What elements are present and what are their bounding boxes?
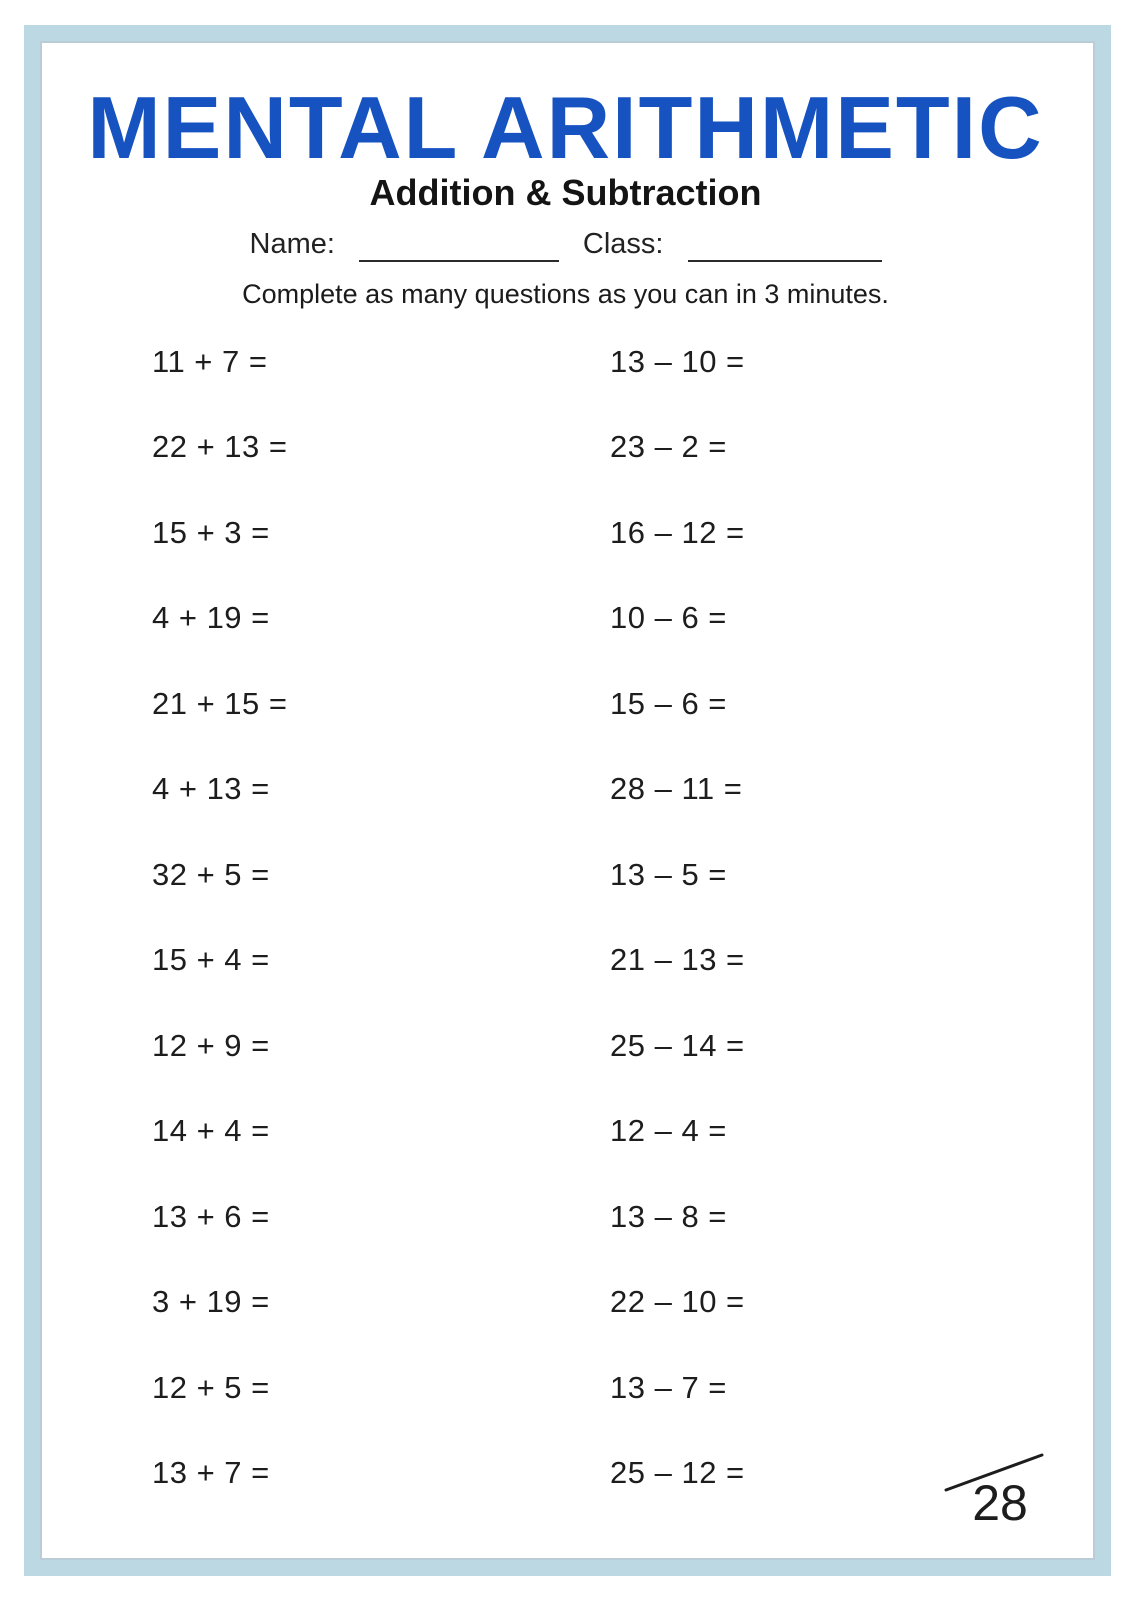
problem-row bbox=[152, 1345, 1091, 1431]
problem-left: 13 + 7 = bbox=[152, 1455, 270, 1491]
problem-right: 25 – 14 = bbox=[610, 1027, 745, 1063]
problem-row bbox=[152, 661, 1091, 747]
problem-row bbox=[152, 405, 1091, 491]
problem-left: 11 + 7 = bbox=[152, 343, 268, 379]
problem-right: 13 – 5 = bbox=[610, 856, 727, 892]
page-title: MENTAL ARITHMETIC bbox=[87, 78, 1044, 177]
problem-row bbox=[152, 1174, 1091, 1260]
problem-right: 23 – 2 = bbox=[610, 429, 727, 465]
problem-left: 21 + 15 = bbox=[152, 685, 288, 721]
problem-right: 13 – 8 = bbox=[610, 1198, 727, 1234]
problem-row bbox=[152, 490, 1091, 576]
class-label: Class: bbox=[582, 228, 664, 260]
problem-left: 15 + 3 = bbox=[152, 514, 270, 550]
page-subtitle: Addition & Subtraction bbox=[369, 172, 762, 213]
problem-right: 12 – 4 = bbox=[610, 1113, 727, 1149]
problem-row bbox=[152, 1260, 1091, 1346]
problem-right: 16 – 12 = bbox=[610, 514, 745, 550]
name-class-row bbox=[0, 226, 1131, 262]
problem-left: 12 + 9 = bbox=[152, 1027, 270, 1063]
class-blank-field[interactable] bbox=[688, 226, 882, 262]
problem-left: 32 + 5 = bbox=[152, 856, 270, 892]
name-label: Name: bbox=[249, 228, 335, 260]
name-blank-field[interactable] bbox=[359, 226, 559, 262]
problem-right: 28 – 11 = bbox=[610, 771, 743, 807]
problem-left: 12 + 5 = bbox=[152, 1369, 270, 1405]
problem-left: 4 + 19 = bbox=[152, 600, 270, 636]
problem-left: 14 + 4 = bbox=[152, 1113, 270, 1149]
page-number-block bbox=[938, 1438, 1054, 1530]
problem-right: 10 – 6 = bbox=[610, 600, 727, 636]
problem-row bbox=[152, 576, 1091, 662]
problem-left: 3 + 19 = bbox=[152, 1284, 270, 1320]
problems-grid bbox=[152, 319, 1091, 1516]
problem-left: 13 + 6 = bbox=[152, 1198, 270, 1234]
instruction-text: Complete as many questions as you can in 3 minutes. bbox=[242, 279, 889, 309]
problem-row bbox=[152, 1089, 1091, 1175]
problem-row bbox=[152, 1003, 1091, 1089]
problem-right: 25 – 12 = bbox=[610, 1455, 745, 1491]
problem-right: 22 – 10 = bbox=[610, 1284, 745, 1320]
problem-row bbox=[152, 747, 1091, 833]
problem-left: 22 + 13 = bbox=[152, 429, 288, 465]
page-number-text: 28 bbox=[972, 1475, 1028, 1530]
problem-right: 13 – 10 = bbox=[610, 343, 745, 379]
problem-left: 4 + 13 = bbox=[152, 771, 270, 807]
problem-left: 15 + 4 = bbox=[152, 942, 270, 978]
problem-row bbox=[152, 918, 1091, 1004]
problem-row bbox=[152, 832, 1091, 918]
problem-right: 21 – 13 = bbox=[610, 942, 745, 978]
problem-right: 13 – 7 = bbox=[610, 1369, 727, 1405]
problem-row bbox=[152, 319, 1091, 405]
problem-right: 15 – 6 = bbox=[610, 685, 727, 721]
